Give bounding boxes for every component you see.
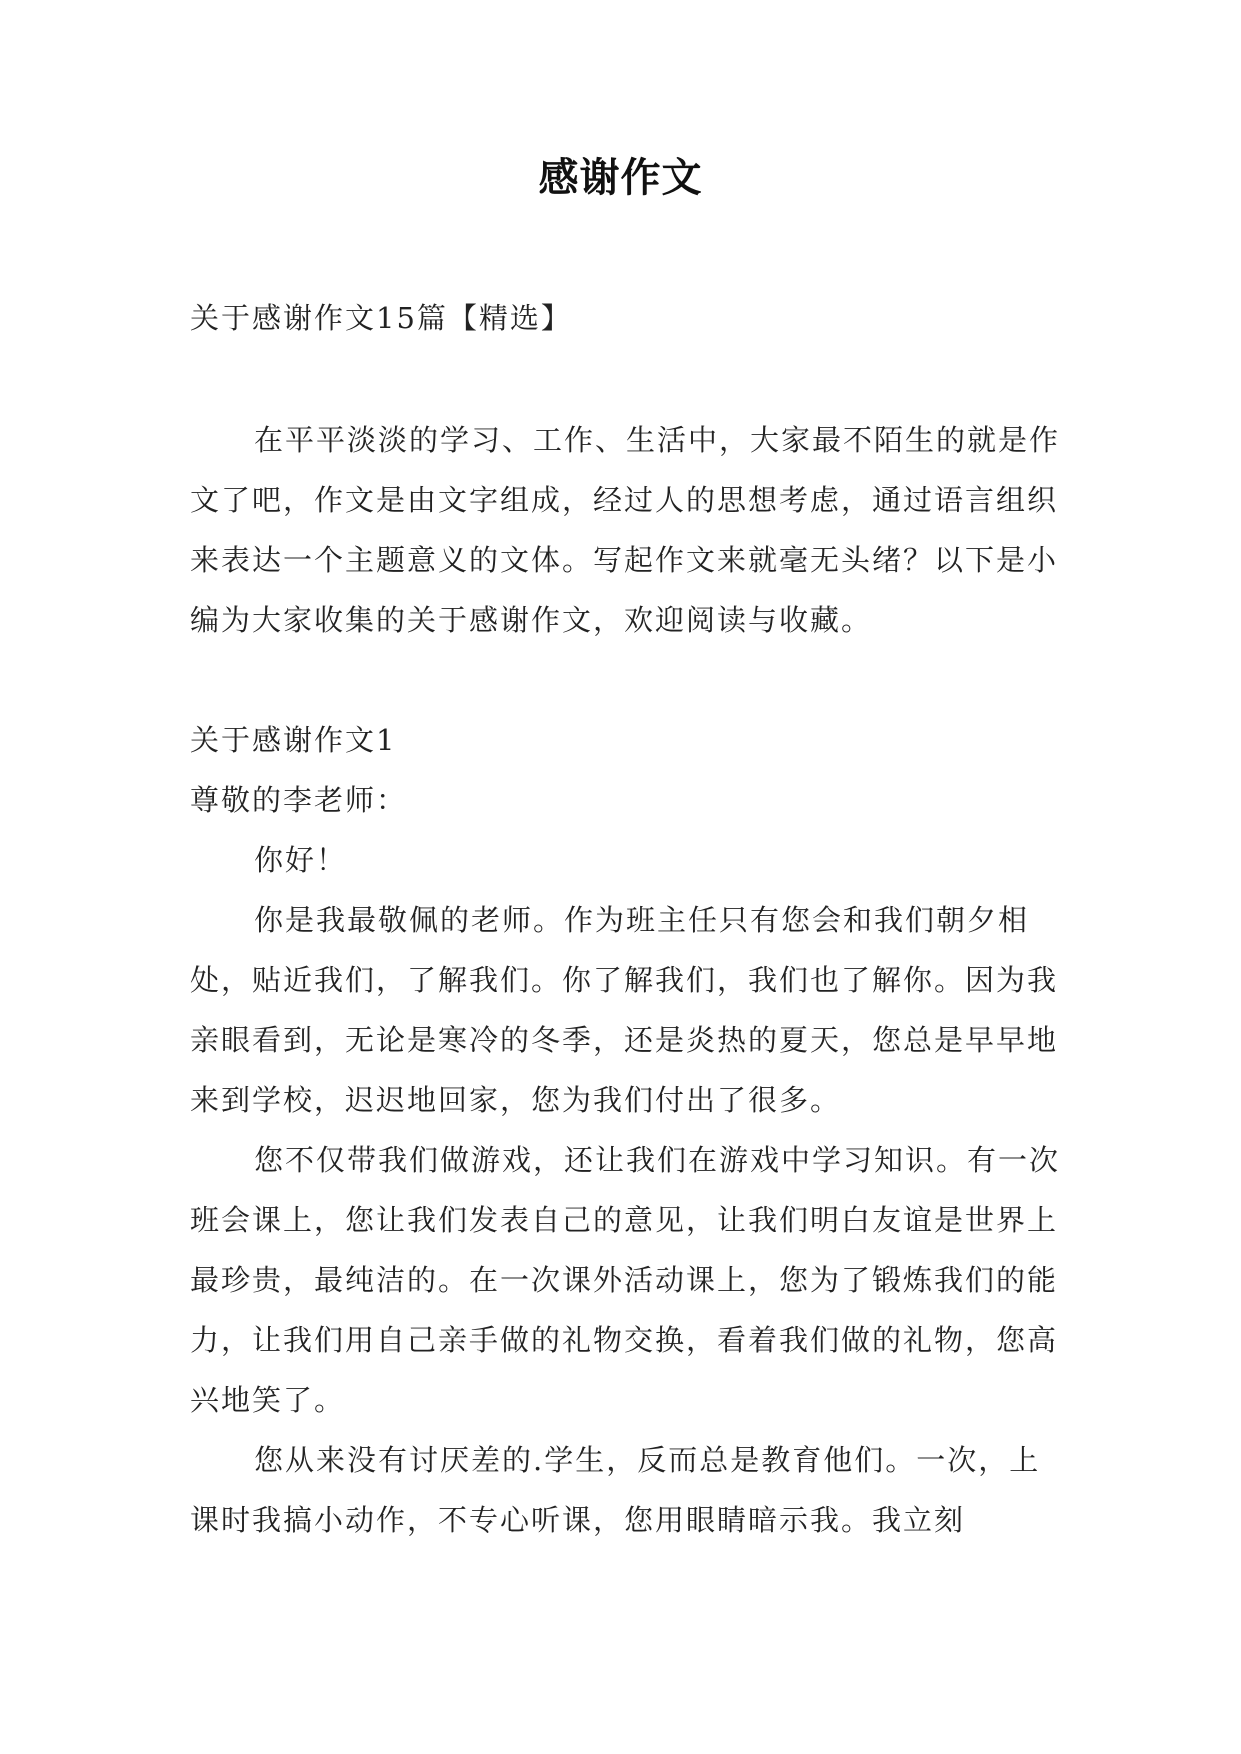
greeting: 你好！	[254, 843, 348, 877]
salutation: 尊敬的李老师：	[190, 783, 408, 817]
section-heading: 关于感谢作文1	[190, 723, 397, 757]
document-title: 感谢作文	[538, 155, 703, 201]
body-paragraph: 您不仅带我们做游戏，还让我们在游戏中学习知识。有一次班会课上，您让我们发表自己的意见，让我们明白友谊是世界上最珍贵，最纯洁的。在一次课外活动课上，您为了锻炼我们的能力，让我们用自己亲手做的礼物交换，看着我们做的礼物，您高兴地笑了。	[190, 1143, 1061, 1417]
document-body	[190, 288, 1068, 1550]
intro-paragraph: 在平平淡淡的学习、工作、生活中，大家最不陌生的就是作文了吧，作文是由文字组成，经过人的思想考虑，通过语言组织来表达一个主题意义的文体。写起作文来就毫无头绪？以下是小编为大家收集的关于感谢作文，欢迎阅读与收藏。	[190, 423, 1061, 637]
body-paragraph: 您从来没有讨厌差的.学生，反而总是教育他们。一次，上课时我搞小动作，不专心听课，您用眼睛暗示我。我立刻	[190, 1443, 1041, 1537]
body-paragraph: 你是我最敬佩的老师。作为班主任只有您会和我们朝夕相处，贴近我们，了解我们。你了解我们，我们也了解你。因为我亲眼看到，无论是寒冷的冬季，还是炎热的夏天，您总是早早地来到学校，迟迟地回家，您为我们付出了很多。	[190, 903, 1059, 1117]
document-subtitle: 关于感谢作文15篇【精选】	[190, 301, 572, 335]
